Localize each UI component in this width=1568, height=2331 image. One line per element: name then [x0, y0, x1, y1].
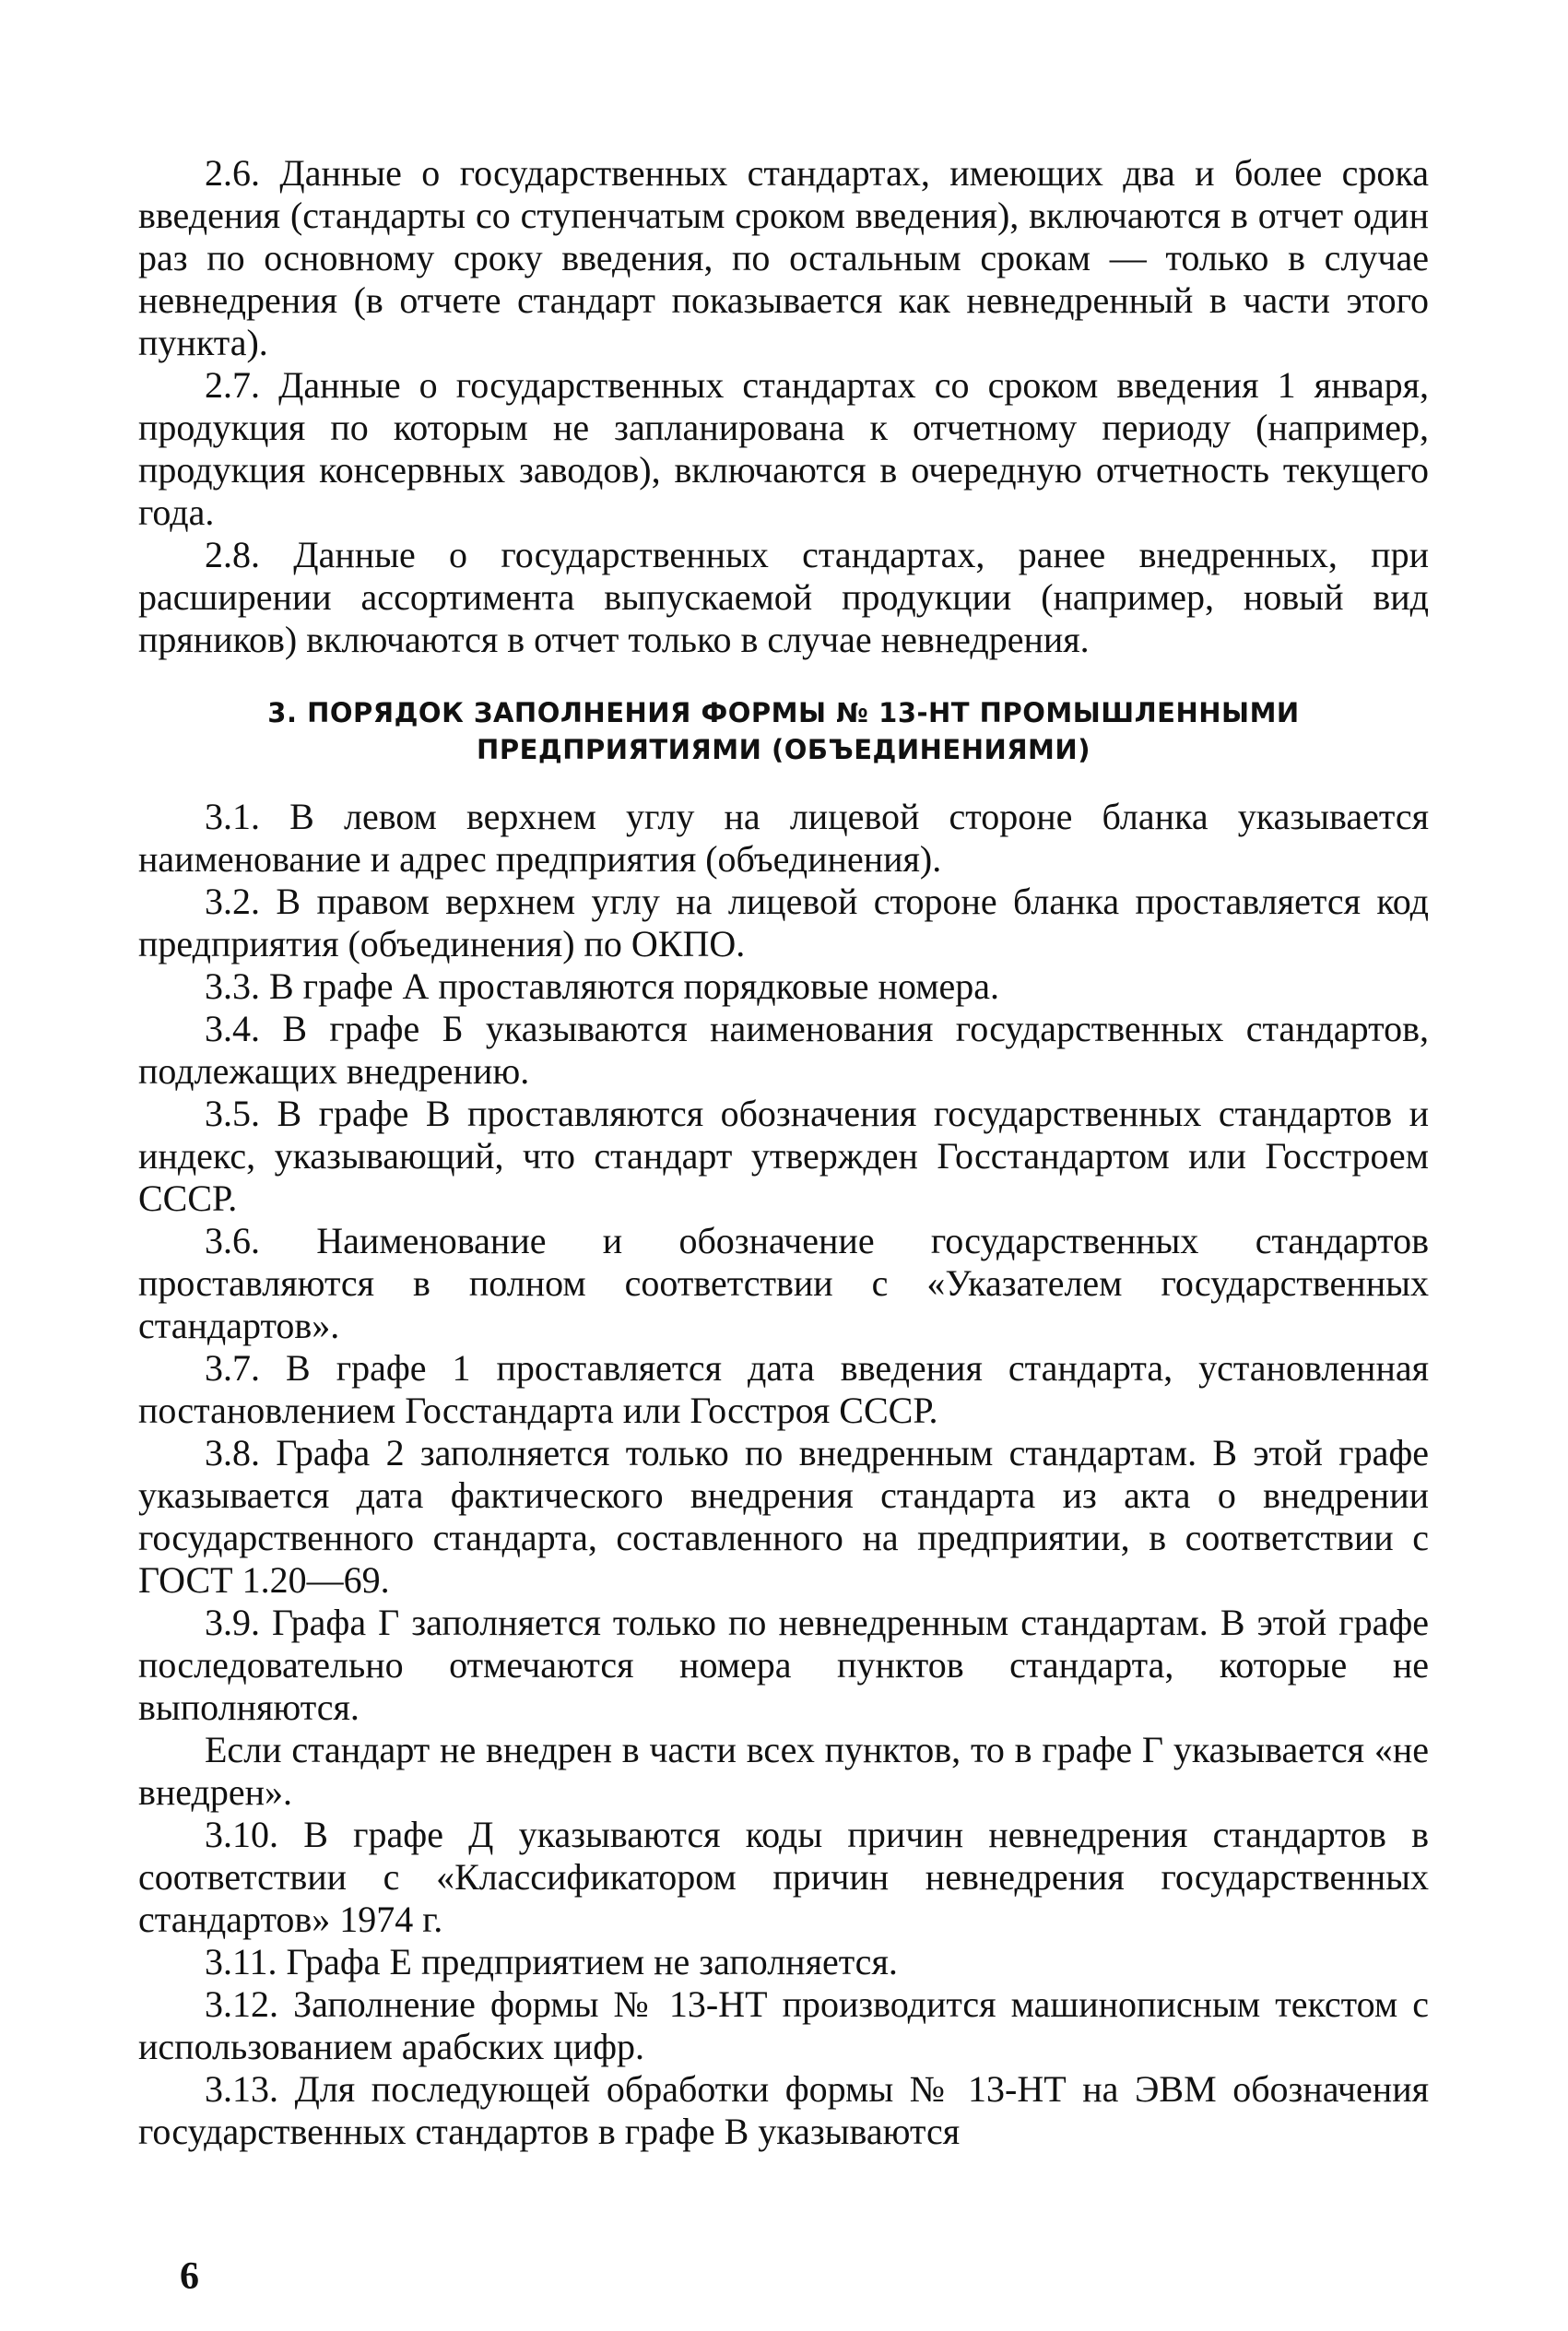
paragraph-3-10: 3.10. В графе Д указываются коды причин невнедрения стандартов в соответствии с «Классификатором причин невнедрения государственных стандартов» 1974 г. [138, 1814, 1429, 1940]
paragraph-2-7: 2.7. Данные о государственных стандартах со сроком введения 1 января, продукция по которым не запланирована к отчетному периоду (например, продукция консервных заводов), включаются в очередную отчетность текущего года. [138, 364, 1429, 533]
paragraph-3-6: 3.6. Наименование и обозначение государственных стандартов проставляются в полном соответствии с «Указателем государственных стандартов». [138, 1220, 1429, 1346]
section-3-heading-line-2: ПРЕДПРИЯТИЯМИ (ОБЪЕДИНЕНИЯМИ) [477, 734, 1091, 765]
paragraph-3-11: 3.11. Графа Е предприятием не заполняется. [205, 1941, 898, 1982]
paragraph-2-6: 2.6. Данные о государственных стандартах, имеющих два и более срока введения (стандарты со ступенчатым сроком введения), включаются в отчет один раз по основному сроку введения, по остальным срокам — только в случае невнедрения (в отчете стандарт показывается как невнедренный в части этого пункта). [138, 152, 1429, 363]
paragraph-3-4: 3.4. В графе Б указываются наименования государственных стандартов, подлежащих внедрению. [138, 1008, 1429, 1092]
paragraph-3-5: 3.5. В графе В проставляются обозначения государственных стандартов и индекс, указывающий, что стандарт утвержден Госстандартом или Госстроем СССР. [138, 1093, 1429, 1219]
paragraph-3-12: 3.12. Заполнение формы № 13-НТ производится машинописным текстом с использованием арабских цифр. [138, 1983, 1429, 2067]
paragraph-3-13: 3.13. Для последующей обработки формы № 13-НТ на ЭВМ обозначения государственных стандартов в графе В указываются [138, 2068, 1429, 2152]
paragraph-3-9: 3.9. Графа Г заполняется только по невнедренным стандартам. В этой графе последовательно отмечаются номера пунктов стандарта, которые не выполняются. [138, 1602, 1429, 1728]
paragraph-2-8: 2.8. Данные о государственных стандартах, ранее внедренных, при расширении ассортимента выпускаемой продукции (например, новый вид пряников) включаются в отчет только в случае невнедрения. [138, 534, 1429, 660]
paragraph-3-7: 3.7. В графе 1 проставляется дата введения стандарта, установленная постановлением Госстандарта или Госстроя СССР. [138, 1347, 1429, 1431]
section-3-heading-line-1: 3. ПОРЯДОК ЗАПОЛНЕНИЯ ФОРМЫ № 13-НТ ПРОМЫШЛЕННЫМИ [267, 697, 1300, 728]
paragraph-3-3: 3.3. В графе А проставляются порядковые номера. [205, 965, 1000, 1007]
paragraph-3-9-note: Если стандарт не внедрен в части всех пунктов, то в графе Г указывается «не внедрен». [138, 1729, 1429, 1813]
document-page [138, 152, 1429, 2153]
page-number: 6 [180, 2255, 199, 2298]
section-3-heading [138, 694, 1429, 768]
paragraph-3-2: 3.2. В правом верхнем углу на лицевой стороне бланка проставляется код предприятия (объединения) по ОКПО. [138, 881, 1429, 964]
paragraph-3-8: 3.8. Графа 2 заполняется только по внедренным стандартам. В этой графе указывается дата фактического внедрения стандарта из акта о внедрении государственного стандарта, составленного на предприятии, в соответствии с ГОСТ 1.20—69. [138, 1432, 1429, 1601]
paragraph-3-1: 3.1. В левом верхнем углу на лицевой стороне бланка указывается наименование и адрес предприятия (объединения). [138, 796, 1429, 880]
